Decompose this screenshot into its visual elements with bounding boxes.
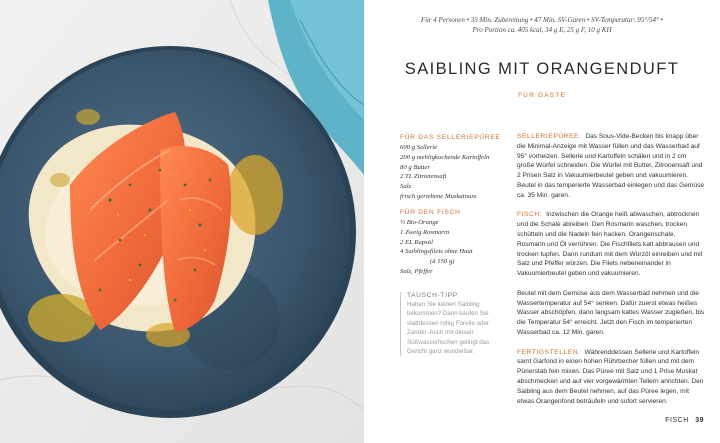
ingredient-item: Salz, Pfeffer <box>400 267 433 275</box>
ingredient-item: (à 150 g) <box>430 258 455 266</box>
swap-tip-box <box>400 292 508 356</box>
step-fish <box>517 210 705 279</box>
page-footer <box>665 417 704 424</box>
section-name: FISCH <box>665 417 689 424</box>
page-number: 39 <box>695 417 704 424</box>
step-text: Währenddessen Sellerie und Kartoffeln samt Garfond in einen hohen Rührbecher füllen und mit dem Pürierstab fein mixen. Das Püree mit Salz und 1 Prise Muskat abschmecken und auf vier vorgewärmten Tellern anrichten. Den Saibling aus dem Beutel nehmen, auf das Püree legen, mit etwas Orangenfond beträufeln und sofort servieren. <box>517 348 704 405</box>
step-text: Beutel mit dem Gemüse aus dem Wasserbad nehmen und die Wassertemperatur auf 54° senken. Dafür zuerst etwas heißes Wasser abschöpfen, dann langsam kaltes Wasser zugießen, bis die Temperatur 54° erreicht. Jetzt den Fisch im temperierten Wasserbad ca. 12 Min. garen. <box>517 289 705 336</box>
ingredient-item: ½ Bio-Orange <box>400 219 439 226</box>
ingredients-heading: FÜR DEN FISCH <box>400 209 461 216</box>
recipe-page <box>364 0 720 443</box>
recipe-subtitle: FÜR GÄSTE <box>518 92 566 99</box>
ingredients-puree <box>400 134 510 202</box>
ingredient-item: 1 Zweig Rosmarin <box>400 228 450 236</box>
step-label: SELLERIEPÜREE: <box>517 133 582 140</box>
step-cooking <box>517 289 705 338</box>
ingredient-item: 2 EL Rapsöl <box>400 238 433 246</box>
step-finish <box>517 348 705 407</box>
step-label: FERTIGSTELLEN: <box>517 348 581 356</box>
ingredient-item: 2 TL Zitronensaft <box>400 173 447 181</box>
ingredient-item: 200 g mehligkochende Kartoffeln <box>400 153 490 161</box>
ingredients-heading: FÜR DAS SELLERIEPÜREE <box>400 134 501 141</box>
preparation-steps <box>517 132 705 416</box>
meta-line-2: Pro Portion ca. 405 kcal, 34 g E, 25 g F, 10 g KH <box>472 26 612 34</box>
step-text: Inzwischen die Orange heiß abwaschen, abtrocknen und die Schale abreiben. Den Rosmarin waschen, trocken schütteln und die Nadeln fein hacken. Orangenschale, Rosmarin und Öl verrühren. Die Fischfilets kalt abbrausen und trocken tupfen. Dann rundum mit dem Würzöl einreiben und mit Salz und Pfeffer würzen. Die Filets nebeneinander in Vakuumierbeutel geben und vakuumieren. <box>517 211 703 278</box>
ingredient-item: 600 g Sellerie <box>400 144 438 151</box>
ingredient-item: Salz <box>400 183 412 191</box>
tip-heading: TAUSCH-TIPP <box>407 292 458 299</box>
step-puree <box>517 132 705 201</box>
meta-line-1: Für 4 Personen • 35 Min. Zubereitung • 47 Min. SV-Garen • SV-Temperatur: 95°/54° • <box>420 16 664 24</box>
ingredient-item: 4 Saiblingsfilets ohne Haut <box>400 248 473 256</box>
recipe-title: SAIBLING MIT ORANGENDUFT <box>404 60 680 78</box>
ingredient-item: frisch geriebene Muskatnuss <box>400 192 477 200</box>
step-label: FISCH: <box>517 211 543 219</box>
recipe-meta <box>364 15 720 35</box>
ingredients-fish <box>400 209 510 277</box>
ingredient-item: 80 g Butter <box>400 163 431 171</box>
step-text: Das Sous-Vide-Becken bis knapp über die Minimal-Anzeige mit Wasser füllen und das Wasserbad auf 95° vorheizen. Sellerie und Kartoffeln schälen und in 2 cm große Würfel schneiden. Die Würfel mit Butter, Zitronensaft und 2 Prisen Salz in Vakuumierbeutel geben und vakuumieren. Beutel in das temperierte Wasserbad einlegen und das Gemüse ca. 35 Min. garen. <box>517 133 705 199</box>
tip-text: Haben Sie keinen Saibling bekommen? Dann kaufen Sie stattdessen ruhig Forelle oder Zander. Auch mit diesen Süßwasserfischen gelingt das Gericht ganz wunderbar. <box>407 301 490 356</box>
